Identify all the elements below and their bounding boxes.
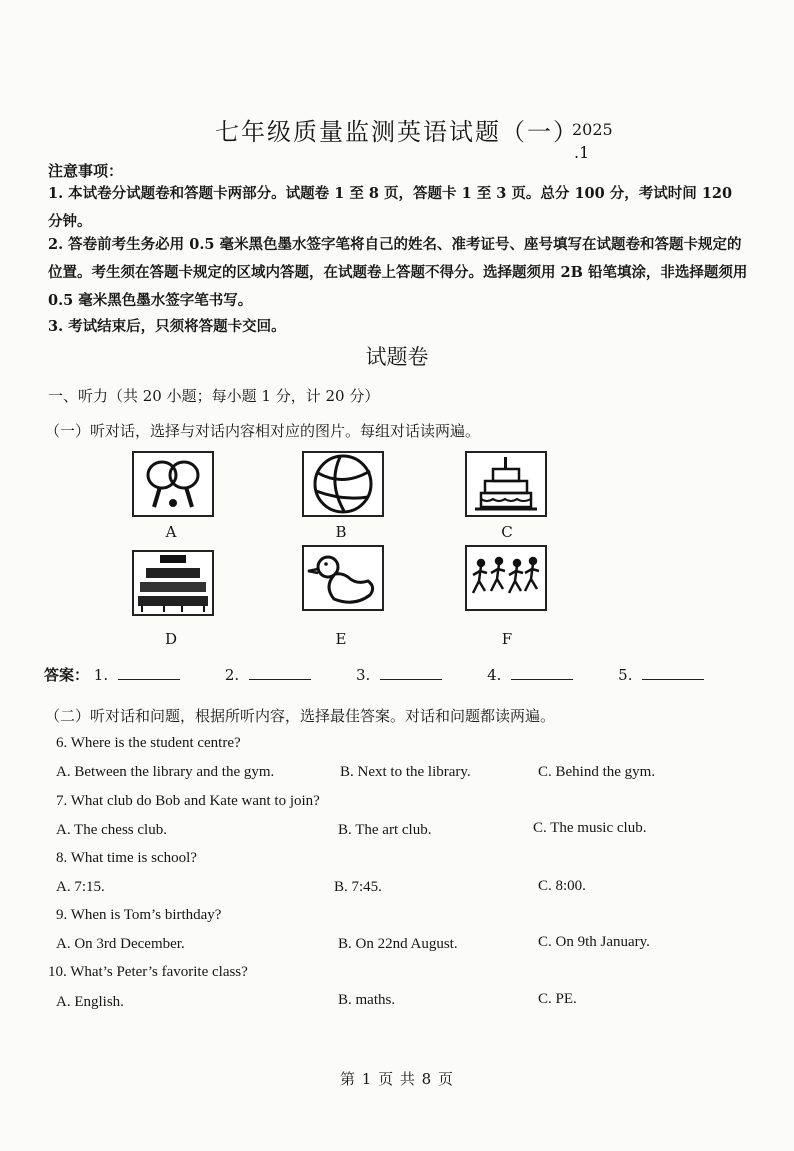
question-9-option-a: A. On 3rd December.: [56, 936, 185, 952]
picture-a: [132, 451, 214, 517]
question-9: 9. When is Tom’s birthday?: [56, 907, 222, 923]
question-9-option-c: C. On 9th January.: [538, 934, 650, 950]
volleyball-icon: [304, 453, 382, 515]
question-7-option-c: C. The music club.: [533, 820, 647, 836]
notice-item-3: 3. 考试结束后，只须将答题卡交回。: [48, 318, 286, 335]
answer-num-2: 2.: [224, 666, 240, 684]
exam-date-year: 2025: [572, 120, 613, 139]
answer-num-5: 5.: [618, 666, 633, 684]
question-7: 7. What club do Bob and Kate want to join?: [56, 793, 320, 809]
picture-f: [465, 545, 547, 611]
answer-blank-5[interactable]: [642, 665, 704, 680]
answer-blank-1[interactable]: [118, 665, 180, 680]
question-10-option-a: A. English.: [56, 994, 124, 1010]
birthday-cake-icon: [467, 453, 545, 515]
question-6-option-c: C. Behind the gym.: [538, 764, 656, 780]
question-10: 10. What’s Peter’s favorite class?: [48, 964, 248, 980]
answer-label: 答案：: [44, 666, 90, 684]
answer-num-3: 3.: [355, 666, 371, 684]
page-footer: 第 1 页 共 8 页: [340, 1070, 454, 1088]
question-10-option-c: C. PE.: [538, 991, 577, 1007]
answer-num-4: 4.: [487, 666, 502, 684]
question-6-option-b: B. Next to the library.: [340, 764, 471, 780]
question-8-option-b: B. 7:45.: [334, 879, 382, 895]
picture-d: [132, 550, 214, 616]
answer-blank-4[interactable]: [511, 665, 573, 680]
picture-label-d: D: [164, 630, 178, 648]
part1-heading: 一、听力（共 20 小题；每小题 1 分，计 20 分）: [48, 387, 380, 405]
exam-date-month: .1: [574, 143, 590, 162]
part1a-heading: （一）听对话，选择与对话内容相对应的图片。每组对话读两遍。: [45, 422, 481, 440]
picture-label-a: A: [165, 523, 177, 541]
question-10-option-b: B. maths.: [338, 992, 396, 1008]
question-8-option-a: A. 7:15.: [56, 879, 105, 895]
picture-b: [302, 451, 384, 517]
duck-icon: [304, 547, 382, 609]
question-7-option-a: A. The chess club.: [56, 822, 167, 838]
question-7-option-b: B. The art club.: [338, 822, 432, 838]
notice-item-1: 1. 本试卷分试题卷和答题卡两部分。试题卷 1 至 8 页，答题卡 1 至 3 页。总分 100 分，考试时间 120 分钟。: [48, 185, 733, 230]
answer-num-1: 1.: [93, 666, 109, 684]
answer-blank-3[interactable]: [380, 665, 442, 680]
question-8: 8. What time is school?: [56, 850, 197, 866]
classroom-icon: [134, 552, 212, 614]
question-9-option-b: B. On 22nd August.: [338, 936, 458, 952]
notice-item-2: 2. 答卷前考生务必用 0.5 毫米黑色墨水签字笔将自己的姓名、准考证号、座号填写在试题卷和答题卡规定的位置。考生须在答题卡规定的区域内答题，在试题卷上答题不得分。选择题须用 2B 铅笔填涂，非选择题须用 0.5 毫米黑色墨水签字笔书写。: [48, 236, 748, 309]
picture-e: [302, 545, 384, 611]
picture-label-f: F: [501, 630, 513, 648]
section-title: 试题卷: [365, 345, 429, 369]
runners-icon: [467, 547, 545, 609]
picture-c: [465, 451, 547, 517]
notice-heading: 注意事项：: [48, 162, 124, 180]
part1b-heading: （二）听对话和问题，根据所听内容，选择最佳答案。对话和问题都读两遍。: [45, 707, 556, 725]
picture-label-e: E: [335, 630, 347, 648]
ping-pong-paddles-icon: [134, 453, 212, 515]
question-8-option-c: C. 8:00.: [538, 878, 586, 894]
answer-blank-2[interactable]: [249, 665, 311, 680]
answer-line: [44, 664, 744, 685]
question-6-option-a: A. Between the library and the gym.: [56, 764, 275, 780]
picture-label-b: B: [335, 523, 347, 541]
exam-title: 七年级质量监测英语试题（一）: [215, 118, 579, 146]
picture-label-c: C: [501, 523, 513, 541]
question-6: 6. Where is the student centre?: [56, 735, 241, 751]
